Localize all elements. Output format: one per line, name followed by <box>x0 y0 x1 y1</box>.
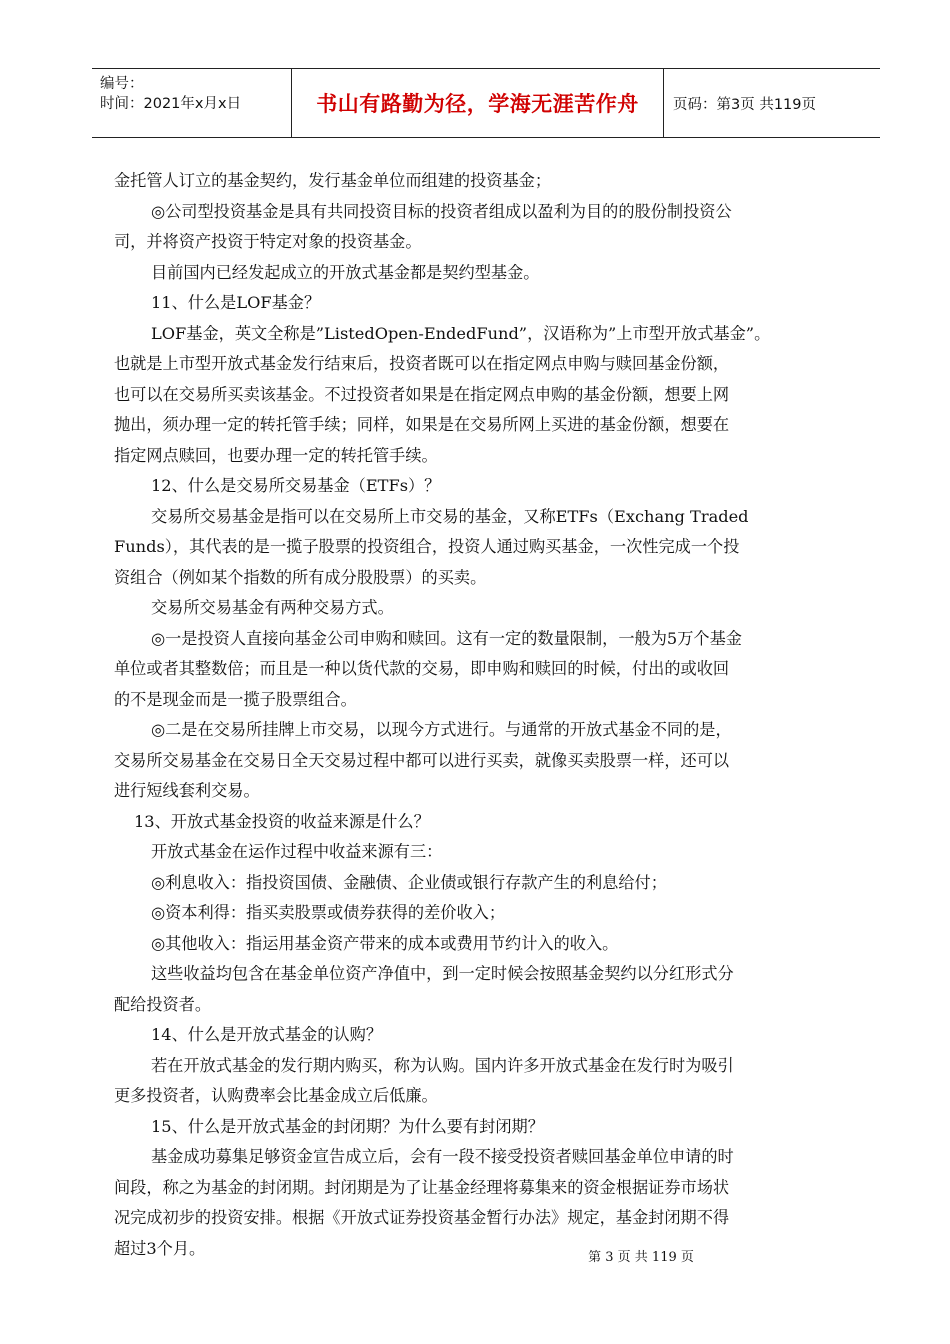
header-page-cell <box>664 69 880 137</box>
page-footer <box>0 1246 950 1265</box>
text-line: ◎一是投资人直接向基金公司申购和赎回。这有一定的数量限制，一般为5万个基金 <box>151 628 742 648</box>
text-line: 目前国内已经发起成立的开放式基金都是契约型基金。 <box>151 262 540 282</box>
text-line: 间段，称之为基金的封闭期。封闭期是为了让基金经理将募集来的资金根据证券市场状 <box>114 1177 730 1197</box>
text-line: 超过3个月。 <box>114 1238 206 1258</box>
text-line: ◎公司型投资基金是具有共同投资目标的投资者组成以盈利为目的的股份制投资公 <box>151 201 732 221</box>
text-line: 配给投资者。 <box>114 994 212 1014</box>
text-line: 开放式基金在运作过程中收益来源有三： <box>151 842 443 861</box>
text-line: ◎利息收入：指投资国债、金融债、企业债或银行存款产生的利息给付； <box>151 872 667 892</box>
section-heading: 12、什么是交易所交易基金（ETFs）？ <box>151 476 441 495</box>
text-line: 也可以在交易所买卖该基金。不过投资者如果是在指定网点申购的基金份额，想要上网 <box>114 384 730 404</box>
text-line: ◎资本利得：指买卖股票或债券获得的差价收入； <box>151 903 506 922</box>
section-heading: 13、开放式基金投资的收益来源是什么？ <box>134 811 430 831</box>
text-line: 若在开放式基金的发行期内购买，称为认购。国内许多开放式基金在发行时为吸引 <box>151 1055 734 1075</box>
text-line: 抛出，须办理一定的转托管手续；同样，如果是在交易所网上买进的基金份额，想要在 <box>114 415 730 434</box>
text-line: LOF基金，英文全称是”ListedOpen-EndedFund”，汉语称为”上市型开放式基金”。 <box>151 323 771 343</box>
text-line: 司，并将资产投资于特定对象的投资基金。 <box>114 232 422 251</box>
document-body <box>114 166 874 1264</box>
text-line: 交易所交易基金是指可以在交易所上市交易的基金，又称ETFs（Exchang Traded <box>151 506 749 526</box>
text-line: 的不是现金而是一揽子股票组合。 <box>114 689 357 709</box>
text-line: 况完成初步的投资安排。根据《开放式证券投资基金暂行办法》规定，基金封闭期不得 <box>114 1208 730 1227</box>
header-meta-cell <box>92 69 292 137</box>
text-line: ◎二是在交易所挂牌上市交易，以现今方式进行。与通常的开放式基金不同的是， <box>151 720 732 739</box>
text-line: ◎其他收入：指运用基金资产带来的成本或费用节约计入的收入。 <box>151 933 619 953</box>
document-time-label: 时间：2021年x月x日 <box>100 96 242 112</box>
section-heading: 11、什么是LOF基金？ <box>151 293 321 312</box>
text-line: 交易所交易基金有两种交易方式。 <box>151 598 394 617</box>
text-line: 基金成功募集足够资金宣告成立后，会有一段不接受投资者赎回基金单位申请的时 <box>151 1147 734 1166</box>
text-line: 资组合（例如某个指数的所有成分股股票）的买卖。 <box>114 567 487 587</box>
text-line: 这些收益均包含在基金单位资产净值中，到一定时候会按照基金契约以分红形式分 <box>151 964 734 983</box>
text-line: 进行短线套利交易。 <box>114 781 260 800</box>
header-motto-cell <box>292 69 664 137</box>
text-line: Funds），其代表的是一揽子股票的投资组合，投资人通过购买基金，一次性完成一个投 <box>114 537 740 556</box>
header-page-info: 页码：第3页 共119页 <box>673 96 817 113</box>
header-motto: 书山有路勤为径，学海无涯苦作舟 <box>316 92 639 116</box>
text-line: 也就是上市型开放式基金发行结束后，投资者既可以在指定网点申购与赎回基金份额， <box>114 354 730 373</box>
text-line: 交易所交易基金在交易日全天交易过程中都可以进行买卖，就像买卖股票一样，还可以 <box>114 750 730 770</box>
section-heading: 15、什么是开放式基金的封闭期？为什么要有封闭期？ <box>151 1116 544 1136</box>
text-line: 单位或者其整数倍；而且是一种以货代款的交易，即申购和赎回的时候，付出的或收回 <box>114 659 730 678</box>
page-header <box>92 68 880 138</box>
text-line: 指定网点赎回，也要办理一定的转托管手续。 <box>114 445 438 465</box>
text-line: 金托管人订立的基金契约，发行基金单位而组建的投资基金； <box>114 171 552 190</box>
text-line: 更多投资者，认购费率会比基金成立后低廉。 <box>114 1086 438 1105</box>
section-heading: 14、什么是开放式基金的认购？ <box>151 1025 383 1044</box>
document-number-label: 编号： <box>100 76 144 92</box>
footer-page-number: 第 3 页 共 119 页 <box>588 1250 694 1265</box>
